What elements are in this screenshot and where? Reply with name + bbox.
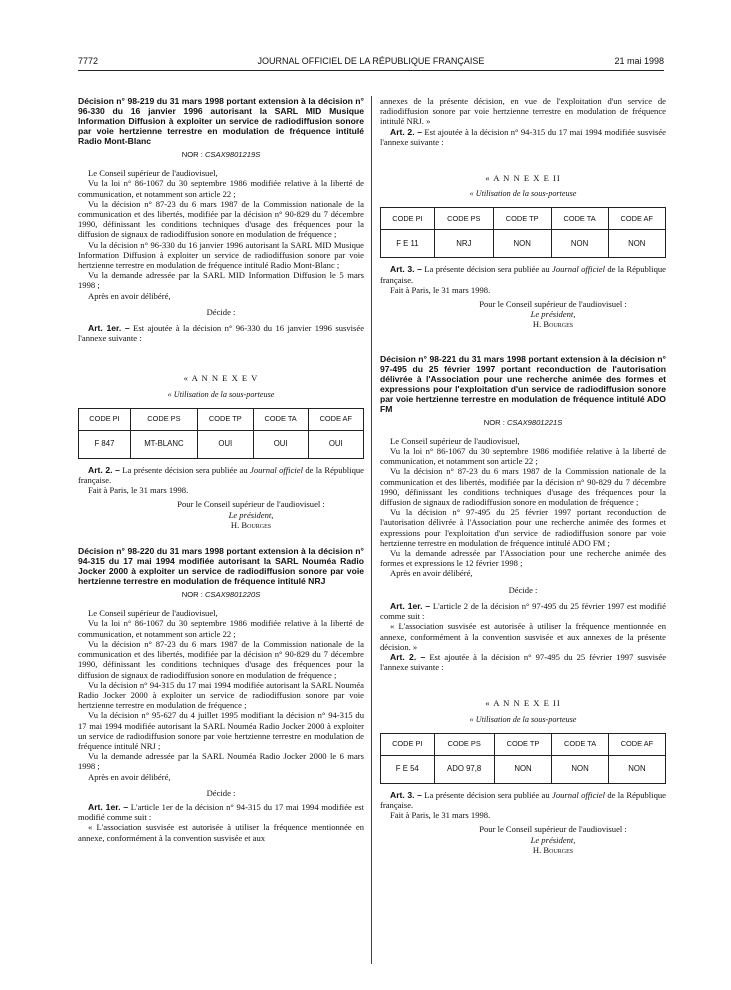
decide-label: Décide : [206, 787, 236, 798]
article-3: Art. 3. – La présente décision sera publiée au Journal officiel de la République française. [380, 789, 666, 810]
journal-title: JOURNAL OFFICIEL DE LA RÉPUBLIQUE FRANÇAISE [257, 56, 485, 66]
subcarrier-table [380, 733, 666, 784]
table-row: F 847 MT-BLANC OUI OUI OUI [79, 430, 364, 458]
signature-date: Fait à Paris, le 31 mars 1998. [390, 810, 491, 821]
decision-title: Décision n° 98-219 du 31 mars 1998 portant extension à la décision n° 96-330 du 16 janvier 1996 autorisant la SARL MID Musique Information Diffusion à exploiter un service de radiodiffusion sonore par voie hertzienne terrestre en modulation de fréquence intitulé Radio Mont-Blanc [78, 96, 364, 146]
paragraph: Le Conseil supérieur de l'audiovisuel, [88, 608, 218, 619]
article-1: Art. 1er. – L'article 1er de la décision n° 94-315 du 17 mai 1994 modifiée est modifié comme suit : [78, 801, 364, 823]
annexe-heading: « A N N E X E V [183, 373, 259, 384]
subcarrier-table [380, 207, 666, 258]
annexe-subtitle: « Utilisation de la sous-porteuse [167, 389, 275, 399]
article-3: Art. 3. – La présente décision sera publiée au Journal officiel de la République française. [380, 264, 666, 285]
paragraph: Vu la décision n° 87-23 du 6 mars 1987 de la Commission nationale de la communication et des libertés, modifiée par la décision n° 90-829 du 7 décembre 1990, définissant les conditions techniques d'usage des fréquences pour la diffusion de signaux de radiodiffusion sonore en modulation de fréquence ; [78, 638, 364, 680]
annexe-heading: « A N N E X E II [485, 173, 561, 184]
decide-label: Décide : [508, 584, 538, 595]
annexe-subtitle: « Utilisation de la sous-porteuse [469, 189, 577, 199]
paragraph: Vu la décision n° 97-495 du 25 février 1997 portant reconduction de l'autorisation délivrée à l'Association pour une recherche animée des formes et expressions pour l'exploitation d'un service de radiodiffusion sonore par voie hertzienne terrestre en modulation de fréquence intitulé ADO FM ; [380, 507, 666, 548]
annexe-heading: « A N N E X E II [485, 698, 561, 709]
article-1: Art. 1er. – Est ajoutée à la décision n° 96-330 du 16 janvier 1996 susvisée l'annexe suivante : [78, 323, 365, 344]
paragraph: Le Conseil supérieur de l'audiovisuel, [88, 168, 218, 179]
paragraph: Vu la décision n° 87-23 du 6 mars 1987 de la Commission nationale de la communication et des libertés, modifiée par la décision n° 90-829 du 7 décembre 1990, définissant les conditions techniques d'usage des fréquences pour la diffusion de signaux de radiodiffusion sonore en modulation de fréquence ; [380, 466, 666, 508]
page-number: 7772 [78, 56, 99, 66]
table-header-row: CODE PI CODE PS CODE TP CODE TA CODE AF [79, 408, 364, 430]
signature-block: Pour le Conseil supérieur de l'audiovisuel : Le président, H. Bourges [479, 824, 627, 855]
paragraph: Après en avoir délibéré, [88, 290, 171, 301]
paragraph: Vu la décision n° 96-330 du 16 janvier 1996 autorisant la SARL MID Musique Information Diffusion à exploiter un service de radiodiffusion sonore par voie hertzienne terrestre en modulation de fréquence intitulé Radio Mont-Blanc ; [78, 239, 364, 271]
signature-block: Pour le Conseil supérieur de l'audiovisuel : Le président, H. Bourges [479, 299, 627, 330]
annexe-subtitle: « Utilisation de la sous-porteuse [469, 714, 577, 724]
table-row: F E 54 ADO 97,8 NON NON NON [381, 755, 666, 783]
paragraph: annexes de la présente décision, en vue de l'exploitation d'un service de radiodiffusion sonore par voie hertzienne terrestre en modulation de fréquence intitulé NRJ. » [380, 96, 666, 127]
paragraph: « L'association susvisée est autorisée à utiliser la fréquence mentionnée en annexe, conformément à la convention susvisée et aux [78, 822, 364, 843]
signature-date: Fait à Paris, le 31 mars 1998. [390, 284, 491, 295]
paragraph: Le Conseil supérieur de l'audiovisuel, [390, 435, 520, 446]
issue-date: 21 mai 1998 [614, 56, 664, 66]
nor-reference: NOR : CSAX9801220S [181, 590, 261, 600]
article-2: Art. 2. – Est ajoutée à la décision n° 97-495 du 25 février 1997 susvisée l'annexe suivante : [380, 651, 667, 673]
column-divider [371, 96, 372, 964]
left-column [78, 96, 364, 843]
paragraph: Vu la décision n° 87-23 du 6 mars 1987 de la Commission nationale de la communication et des libertés, modifiée par la décision n° 90-829 du 7 décembre 1990, définissant les conditions techniques d'usage des fréquences pour la diffusion de signaux de radiodiffusion sonore en modulation de fréquence ; [78, 198, 364, 240]
signature-date: Fait à Paris, le 31 mars 1998. [88, 485, 189, 496]
decide-label: Décide : [206, 306, 236, 317]
paragraph: Après en avoir délibéré, [88, 771, 171, 782]
paragraph: Après en avoir délibéré, [390, 568, 473, 579]
table-header-row: CODE PI CODE PS CODE TP CODE TA CODE AF [381, 208, 666, 230]
decision-title: Décision n° 98-221 du 31 mars 1998 portant extension à la décision n° 97-495 du 25 février 1997 portant reconduction de l'autorisation délivrée à l'Association pour une recherche animée des formes et expressions pour l'exploitation d'un service de radiodiffusion sonore par voie hertzienne terrestre en modulation de fréquence intitulé ADO FM [380, 353, 666, 414]
subcarrier-table [78, 408, 364, 459]
paragraph: Vu la décision n° 94-315 du 17 mai 1994 modifiée autorisant la SARL Nouméa Radio Jocker 2000 à exploiter un service de radiodiffusion sonore par voie hertzienne terrestre en modulation de fréquence ; [78, 679, 364, 711]
article-2: Art. 2. – La présente décision sera publiée au Journal officiel de la République française. [78, 464, 364, 486]
right-column [380, 96, 666, 855]
decision-98-219 [78, 96, 364, 530]
paragraph: Vu la décision n° 95-627 du 4 juillet 1995 modifiant la décision n° 94-315 du 17 mai 1994 modifiée autorisant la SARL Nouméa Radio Jocker 2000 à exploiter un service de radiodiffusion sonore par voie hertzienne terrestre en modulation de fréquence intitulé NRJ ; [78, 710, 364, 751]
page-header [78, 56, 664, 70]
decision-98-221 [380, 354, 666, 855]
paragraph: « L'association susvisée est autorisée à utiliser la fréquence mentionnée en annexe, conformément à la convention susvisée et aux annexes de la présente décision. » [380, 621, 666, 652]
signature-block: Pour le Conseil supérieur de l'audiovisuel : Le président, H. Bourges [177, 499, 325, 530]
paragraph: Vu la demande adressée par l'Association pour une recherche animée des formes et expressions le 12 février 1998 ; [380, 548, 666, 569]
table-header-row: CODE PI CODE PS CODE TP CODE TA CODE AF [381, 733, 666, 755]
nor-reference: NOR : CSAX9801221S [483, 417, 563, 427]
table-row: F E 11 NRJ NON NON NON [381, 230, 666, 258]
header-rule [78, 70, 664, 71]
decision-title: Décision n° 98-220 du 31 mars 1998 portant extension à la décision n° 94-315 du 17 mai 1994 modifiée autorisant la SARL Nouméa Radio Jocker 2000 à exploiter un service de radiodiffusion sonore par voie hertzienne terrestre en modulation de fréquence intitulé NRJ [78, 546, 364, 587]
article-2: Art. 2. – Est ajoutée à la décision n° 94-315 du 17 mai 1994 modifiée susvisée l'annexe suivante : [380, 126, 666, 147]
paragraph: Vu la loi n° 86-1067 du 30 septembre 1986 modifiée relative à la liberté de communication, et notamment son article 22 ; [78, 618, 364, 639]
paragraph: Vu la loi n° 86-1067 du 30 septembre 1986 modifiée relative à la liberté de communication, et notamment son article 22 ; [380, 446, 666, 467]
article-1: Art. 1er. – L'article 2 de la décision n° 97-495 du 25 février 1997 est modifié comme suit : [380, 600, 666, 622]
paragraph: Vu la demande adressée par la SARL Nouméa Radio Jocker 2000 le 6 mars 1998 ; [78, 751, 364, 772]
decision-98-220 [78, 546, 364, 843]
paragraph: Vu la loi n° 86-1067 du 30 septembre 1986 modifiée relative à la liberté de communication, et notamment son article 22 ; [78, 178, 364, 199]
paragraph: Vu la demande adressée par la SARL MID Information Diffusion le 5 mars 1998 ; [78, 270, 364, 291]
decision-98-220-continued [380, 96, 666, 330]
nor-reference: NOR : CSAX9801219S [181, 150, 261, 159]
